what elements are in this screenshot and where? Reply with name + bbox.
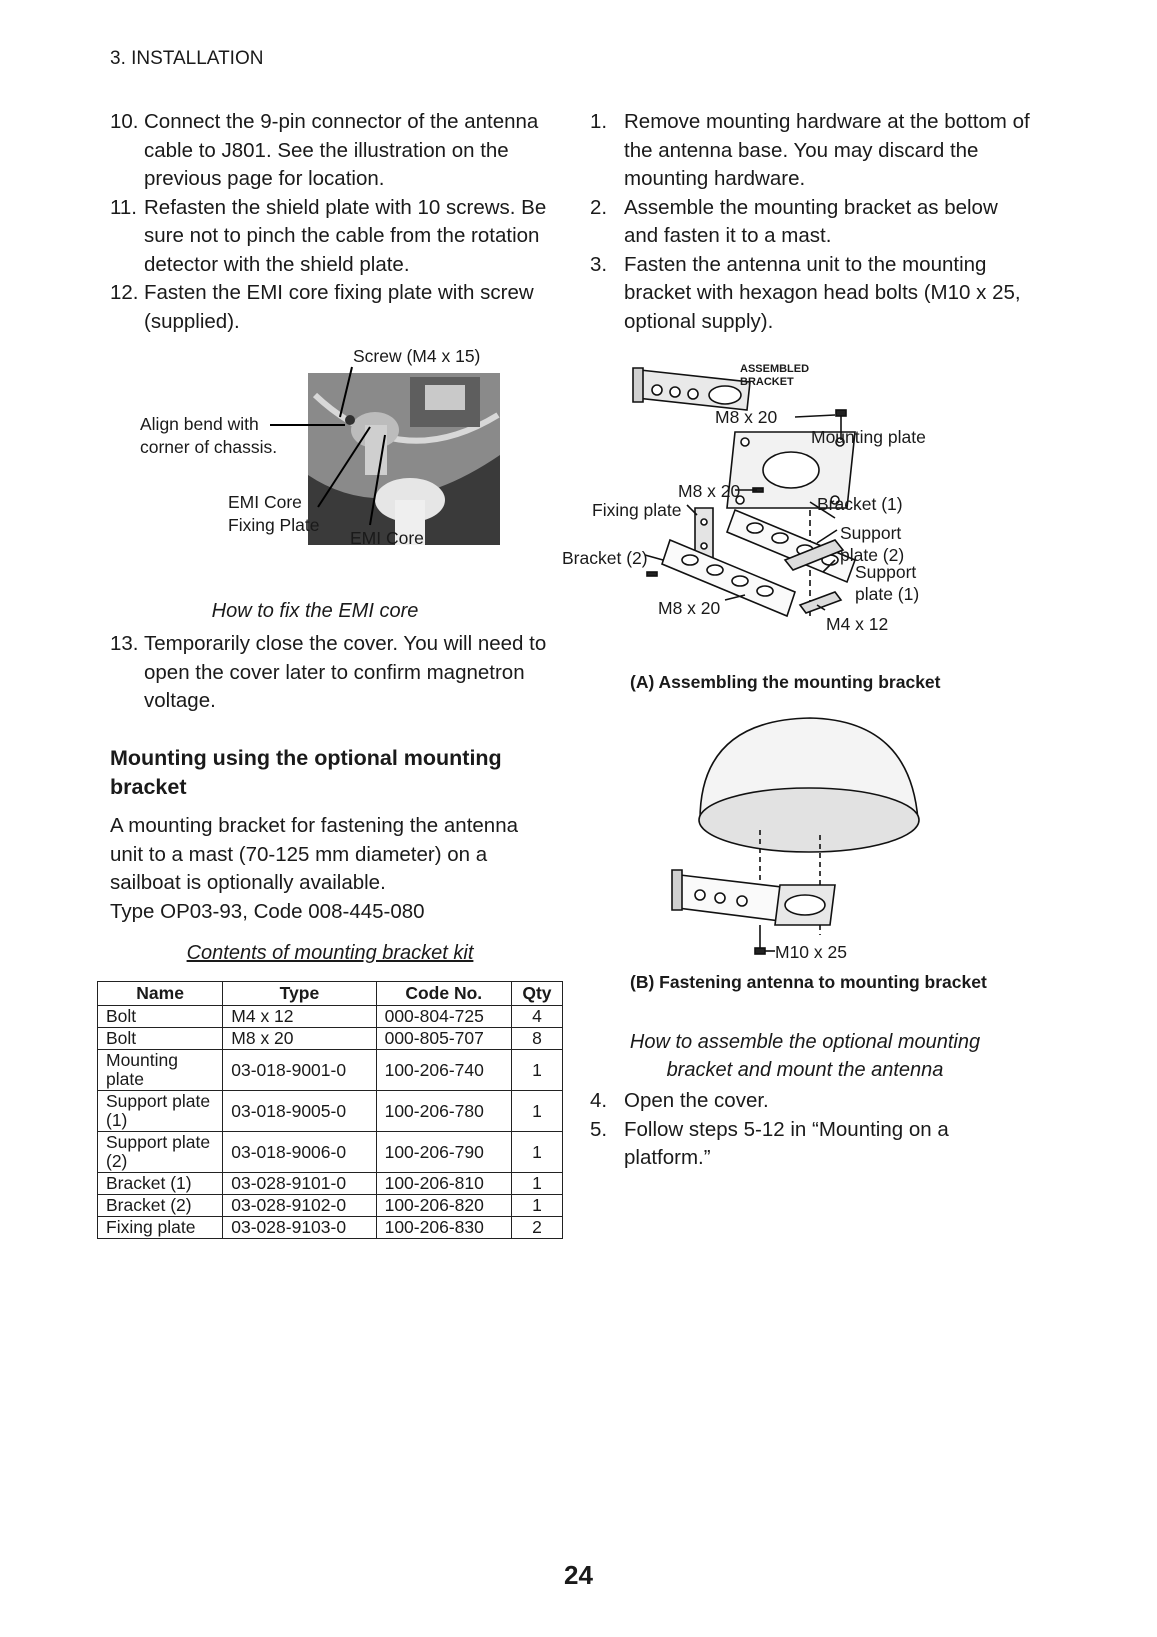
right-steps xyxy=(590,108,1030,336)
step-1 xyxy=(590,108,1030,194)
table-header-row xyxy=(98,982,563,1006)
table-cell: Bolt xyxy=(98,1006,223,1028)
table-row xyxy=(98,1006,563,1028)
table-cell: Support plate (1) xyxy=(98,1091,223,1132)
label-align-2: corner of chassis. xyxy=(140,437,278,457)
bracket-assembly-figure xyxy=(562,360,1005,660)
step-2 xyxy=(590,194,1030,251)
step-text: Refasten the shield plate with 10 screws. Be sure not to pinch the cable from the rotation detector with the shield plate. xyxy=(144,195,547,276)
label-m10: M10 x 25 xyxy=(775,942,847,962)
table-cell: 03-018-9005-0 xyxy=(223,1091,376,1132)
table-cell: 100-206-790 xyxy=(376,1132,511,1173)
emi-core-figure xyxy=(140,346,540,575)
mounting-section-title: Mounting using the optional mounting bracket xyxy=(110,746,502,799)
step-5 xyxy=(590,1116,1030,1173)
mounting-body: A mounting bracket for fastening the antenna unit to a mast (70-125 mm diameter) on a sailboat is optionally available. xyxy=(110,814,518,894)
table-cell: 100-206-780 xyxy=(376,1091,511,1132)
column-header: Code No. xyxy=(376,982,511,1006)
emi-core-photo xyxy=(140,355,540,575)
label-support-1-b: plate (1) xyxy=(855,584,920,604)
step-number: 10. xyxy=(110,110,139,133)
label-emi-core: EMI Core xyxy=(350,528,424,548)
step-number: 11. xyxy=(110,195,137,219)
step-text: Temporarily close the cover. You will need to open the cover later to confirm magnetron voltage. xyxy=(144,632,547,712)
step-10 xyxy=(110,108,560,194)
kit-table-caption: Contents of mounting bracket kit xyxy=(186,942,474,964)
step-number: 4. xyxy=(590,1089,608,1112)
table-cell: 1 xyxy=(511,1132,562,1173)
table-cell: 000-805-707 xyxy=(376,1028,511,1050)
section-header: 3. INSTALLATION xyxy=(110,48,264,69)
table-cell: Bolt xyxy=(98,1028,223,1050)
table-cell: Fixing plate xyxy=(98,1217,223,1239)
table-row xyxy=(98,1195,563,1217)
table-cell: 03-028-9103-0 xyxy=(223,1217,376,1239)
label-support-2-a: Support xyxy=(840,523,902,543)
table-cell: 100-206-740 xyxy=(376,1050,511,1091)
step-12 xyxy=(110,279,560,336)
label-support-1-a: Support xyxy=(855,562,917,582)
bracket-caption: (A) Assembling the mounting bracket xyxy=(630,672,941,692)
antenna-drawing xyxy=(660,710,990,970)
table-cell: 000-804-725 xyxy=(376,1006,511,1028)
label-mounting-plate: Mounting plate xyxy=(811,427,926,447)
assemble-caption-line-1: How to assemble the optional mounting xyxy=(629,1031,981,1053)
label-bracket-2: Bracket (2) xyxy=(562,548,648,568)
table-cell: 03-018-9006-0 xyxy=(223,1132,376,1173)
step-number: 3. xyxy=(590,252,608,276)
table-cell: 1 xyxy=(511,1050,562,1091)
table-cell: 100-206-830 xyxy=(376,1217,511,1239)
mounting-type-line: Type OP03-93, Code 008-445-080 xyxy=(110,900,425,923)
label-bracket-1: Bracket (1) xyxy=(817,494,903,514)
step-text: Remove mounting hardware at the bottom of the antenna base. You may discard the mounting hardware. xyxy=(624,110,1030,190)
label-assembled-2: BRACKET xyxy=(740,376,794,388)
column-header: Qty xyxy=(511,982,562,1006)
step-text: Follow steps 5-12 in “Mounting on a platform.” xyxy=(624,1117,949,1169)
table-cell: 1 xyxy=(511,1173,562,1195)
table-cell: Bracket (2) xyxy=(98,1195,223,1217)
table-row xyxy=(98,1217,563,1239)
table-row xyxy=(98,1173,563,1195)
emi-caption: How to fix the EMI core xyxy=(211,600,419,622)
table-cell: 03-028-9101-0 xyxy=(223,1173,376,1195)
table-row xyxy=(98,1132,563,1173)
table-row xyxy=(98,1091,563,1132)
antenna-figure xyxy=(660,710,990,970)
label-support-2-b: plate (2) xyxy=(840,545,905,565)
table-cell: 03-028-9102-0 xyxy=(223,1195,376,1217)
step-number: 2. xyxy=(590,195,608,219)
step-number: 5. xyxy=(590,1117,608,1141)
step-text: Open the cover. xyxy=(624,1089,769,1112)
kit-table xyxy=(97,981,563,1239)
step-text: Connect the 9-pin connector of the antenna cable to J801. See the illustration on the previous page for location. xyxy=(144,110,539,190)
step-text: Assemble the mounting bracket as below and fasten it to a mast. xyxy=(624,195,998,247)
step-number: 1. xyxy=(590,110,608,133)
step-text: Fasten the antenna unit to the mounting bracket with hexagon head bolts (M10 x 25, optional supply). xyxy=(624,252,1021,333)
table-cell: Bracket (1) xyxy=(98,1173,223,1195)
table-cell: Mounting plate xyxy=(98,1050,223,1091)
assemble-caption xyxy=(585,1028,1025,1084)
table-cell: M8 x 20 xyxy=(223,1028,376,1050)
step-3 xyxy=(590,251,1030,337)
label-align-1: Align bend with xyxy=(140,414,259,434)
label-m8-top: M8 x 20 xyxy=(715,407,778,427)
assemble-caption-line-2: bracket and mount the antenna xyxy=(666,1059,944,1081)
table-cell: Support plate (2) xyxy=(98,1132,223,1173)
antenna-caption: (B) Fastening antenna to mounting bracket xyxy=(630,972,987,992)
step-13-block xyxy=(110,630,560,716)
step-4 xyxy=(590,1087,1030,1116)
label-fixing-2: Fixing Plate xyxy=(228,515,320,535)
label-fixing-1: EMI Core xyxy=(228,492,302,512)
step-11 xyxy=(110,194,560,280)
table-cell: 8 xyxy=(511,1028,562,1050)
step-number: 12. xyxy=(110,281,139,304)
final-steps xyxy=(590,1087,1030,1173)
table-cell: 4 xyxy=(511,1006,562,1028)
label-screw: Screw (M4 x 15) xyxy=(353,346,481,366)
table-cell: 03-018-9001-0 xyxy=(223,1050,376,1091)
step-number: 13. xyxy=(110,632,139,655)
table-cell: 1 xyxy=(511,1195,562,1217)
table-cell: 2 xyxy=(511,1217,562,1239)
column-header: Name xyxy=(98,982,223,1006)
column-header: Type xyxy=(223,982,376,1006)
label-fixing-plate: Fixing plate xyxy=(592,500,682,520)
step-13 xyxy=(110,630,560,716)
label-assembled-1: ASSEMBLED xyxy=(740,363,810,375)
label-m4: M4 x 12 xyxy=(826,614,889,634)
table-cell: 100-206-810 xyxy=(376,1173,511,1195)
label-m8-mid: M8 x 20 xyxy=(678,481,741,501)
table-row xyxy=(98,1050,563,1091)
label-m8-bottom: M8 x 20 xyxy=(658,598,721,618)
left-steps xyxy=(110,108,560,336)
table-cell: 100-206-820 xyxy=(376,1195,511,1217)
table-cell: 1 xyxy=(511,1091,562,1132)
page-number: 24 xyxy=(564,1560,593,1590)
step-text: Fasten the EMI core fixing plate with screw (supplied). xyxy=(144,281,534,333)
table-cell: M4 x 12 xyxy=(223,1006,376,1028)
table-row xyxy=(98,1028,563,1050)
